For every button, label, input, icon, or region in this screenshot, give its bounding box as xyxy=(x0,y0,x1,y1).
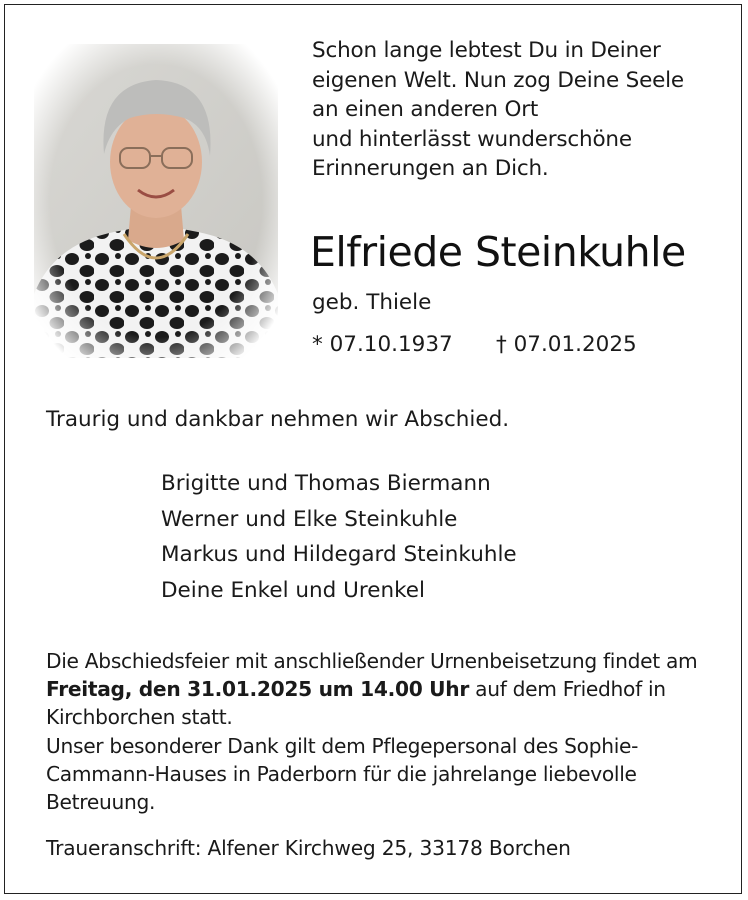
poem-line: und hinterlässt wunderschöne xyxy=(312,126,632,152)
life-dates xyxy=(312,332,637,357)
mourner-entry: Markus und Hildegard Steinkuhle xyxy=(161,542,517,567)
ceremony-details xyxy=(46,647,726,816)
thanks-paragraph: Unser besonderer Dank gilt dem Pflegepersonal des Sophie-Cammann-Hauses in Paderborn für die jahrelange liebevolle Betreuung. xyxy=(46,733,639,815)
ceremony-paragraph xyxy=(46,647,726,732)
ceremony-text-start: Die Abschiedsfeier mit anschließender Urnenbeisetzung findet am xyxy=(46,649,698,673)
poem-line: Erinnerungen an Dich. xyxy=(312,156,549,181)
memorial-poem xyxy=(312,36,732,184)
deceased-name: Elfriede Steinkuhle xyxy=(310,228,686,276)
mourners-list xyxy=(161,466,517,608)
death-date: † 07.01.2025 xyxy=(496,332,637,357)
mourner-entry: Werner und Elke Steinkuhle xyxy=(161,506,458,532)
farewell-intro: Traurig und dankbar nehmen wir Abschied. xyxy=(46,407,510,432)
birth-name: geb. Thiele xyxy=(312,290,432,315)
ceremony-date-time: Freitag, den 31.01.2025 um 14.00 Uhr xyxy=(46,677,470,702)
ceremony-text-end: auf dem Friedhof in Kirchborchen statt. xyxy=(46,677,666,730)
mourner-entry: Brigitte und Thomas Biermann xyxy=(161,471,491,496)
portrait-photo xyxy=(34,44,278,358)
poem-line: an einen anderen Ort xyxy=(312,97,539,122)
birth-date: * 07.10.1937 xyxy=(312,332,453,357)
mourner-entry: Deine Enkel und Urenkel xyxy=(161,577,425,603)
poem-line: eigenen Welt. Nun zog Deine Seele xyxy=(312,67,684,93)
mourning-address: Traueranschrift: Alfener Kirchweg 25, 33178 Borchen xyxy=(46,836,571,860)
poem-line: Schon lange lebtest Du in Deiner xyxy=(312,38,661,63)
